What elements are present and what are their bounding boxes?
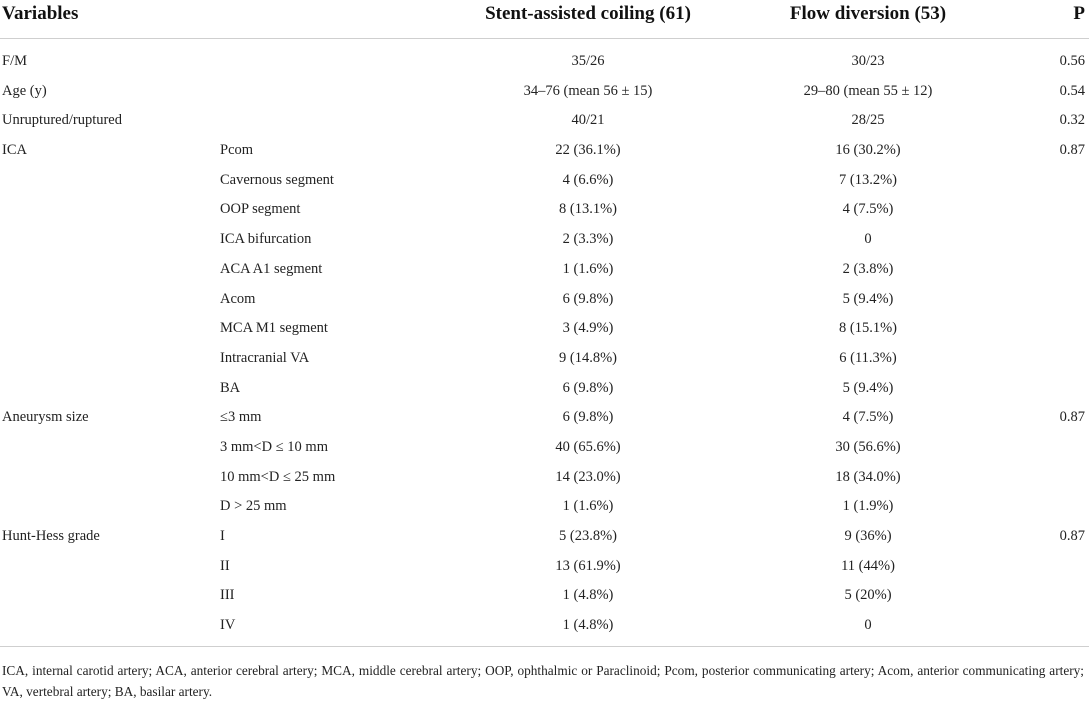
subcategory-cell: Acom [220, 290, 256, 307]
subcategory-cell: ACA A1 segment [220, 260, 323, 277]
subcategory-cell: IV [220, 617, 236, 634]
flow-diversion-cell: 4 (7.5%) [842, 201, 894, 218]
stent-coiling-cell: 1 (4.8%) [562, 587, 614, 604]
table-row [0, 524, 1089, 554]
table-row [0, 376, 1089, 406]
flow-diversion-cell: 9 (36%) [844, 528, 892, 544]
flow-diversion-cell: 30 (56.6%) [835, 438, 901, 455]
stent-coiling-cell: 1 (1.6%) [562, 260, 614, 277]
subcategory-cell: 3 mm<D ≤ 10 mm [220, 438, 328, 455]
table-row [0, 257, 1089, 287]
stent-coiling-cell: 6 (9.8%) [562, 290, 614, 307]
stent-coiling-cell: 34–76 (mean 56 ± 15) [523, 82, 653, 99]
table-row [0, 49, 1089, 79]
flow-diversion-cell: 16 (30.2%) [835, 142, 901, 159]
table-row [0, 138, 1089, 168]
variable-cell: F/M [2, 53, 27, 69]
flow-diversion-cell: 30/23 [851, 53, 885, 69]
table-body [0, 49, 1089, 643]
flow-diversion-cell: 29–80 (mean 55 ± 12) [803, 82, 933, 99]
flow-diversion-cell: 4 (7.5%) [842, 409, 894, 426]
table-row [0, 494, 1089, 524]
p-value-cell: 0.32 [1059, 112, 1085, 129]
stent-coiling-cell: 22 (36.1%) [555, 142, 621, 159]
p-value-cell: 0.54 [1059, 82, 1085, 99]
flow-diversion-cell: 5 (20%) [844, 587, 892, 604]
stent-coiling-cell: 13 (61.9%) [555, 557, 621, 574]
table-row [0, 79, 1089, 109]
flow-diversion-cell: 8 (15.1%) [839, 320, 897, 337]
stent-coiling-cell: 40 (65.6%) [555, 438, 621, 455]
stent-coiling-cell: 1 (4.8%) [562, 617, 614, 634]
table-row [0, 227, 1089, 257]
subcategory-cell: OOP segment [220, 201, 301, 218]
table-row [0, 197, 1089, 227]
bottom-rule [0, 646, 1089, 647]
table-row [0, 405, 1089, 435]
header-p-value: P [1073, 3, 1085, 24]
variable-cell: Aneurysm size [2, 409, 89, 426]
subcategory-cell: Intracranial VA [220, 349, 310, 366]
table-row [0, 465, 1089, 495]
stent-coiling-cell: 9 (14.8%) [559, 349, 617, 366]
subcategory-cell: ≤3 mm [220, 409, 262, 426]
table-row [0, 108, 1089, 138]
variable-cell: Hunt-Hess grade [2, 528, 100, 544]
variable-cell: ICA [2, 142, 27, 159]
stent-coiling-cell: 8 (13.1%) [559, 201, 617, 218]
table-row [0, 287, 1089, 317]
subcategory-cell: Pcom [220, 142, 254, 159]
header-variables: Variables [2, 3, 79, 24]
table-row [0, 583, 1089, 613]
subcategory-cell: D > 25 mm [220, 498, 287, 515]
stent-coiling-cell: 35/26 [571, 53, 605, 69]
stent-coiling-cell: 6 (9.8%) [562, 379, 614, 396]
flow-diversion-cell: 0 [864, 231, 872, 248]
subcategory-cell: I [220, 528, 225, 544]
stent-coiling-cell: 5 (23.8%) [559, 528, 617, 544]
subcategory-cell: ICA bifurcation [220, 231, 312, 248]
flow-diversion-cell: 7 (13.2%) [839, 171, 897, 188]
table-row [0, 554, 1089, 584]
flow-diversion-cell: 6 (11.3%) [839, 349, 897, 366]
flow-diversion-cell: 18 (34.0%) [835, 468, 901, 485]
table-row [0, 613, 1089, 643]
p-value-cell: 0.87 [1059, 409, 1085, 426]
stent-coiling-cell: 40/21 [571, 112, 605, 129]
flow-diversion-cell: 5 (9.4%) [842, 290, 894, 307]
variable-cell: Age (y) [2, 82, 47, 99]
header-stent-assisted-coiling: Stent-assisted coiling (61) [485, 3, 691, 24]
stent-coiling-cell: 14 (23.0%) [555, 468, 621, 485]
subcategory-cell: III [220, 587, 235, 604]
stent-coiling-cell: 2 (3.3%) [562, 231, 614, 248]
subcategory-cell: 10 mm<D ≤ 25 mm [220, 468, 336, 485]
flow-diversion-cell: 28/25 [851, 112, 885, 129]
variable-cell: Unruptured/ruptured [2, 112, 122, 129]
subcategory-cell: MCA M1 segment [220, 320, 328, 337]
table-row [0, 168, 1089, 198]
flow-diversion-cell: 2 (3.8%) [842, 260, 894, 277]
subcategory-cell: BA [220, 379, 241, 396]
p-value-cell: 0.56 [1059, 53, 1085, 69]
stent-coiling-cell: 3 (4.9%) [562, 320, 614, 337]
header-flow-diversion: Flow diversion (53) [789, 3, 947, 24]
header-rule [0, 38, 1089, 39]
stent-coiling-cell: 4 (6.6%) [562, 171, 614, 188]
flow-diversion-cell: 0 [864, 617, 872, 634]
flow-diversion-cell: 11 (44%) [841, 557, 895, 574]
table-header [0, 0, 1089, 37]
flow-diversion-cell: 1 (1.9%) [842, 498, 894, 515]
p-value-cell: 0.87 [1059, 142, 1085, 159]
flow-diversion-cell: 5 (9.4%) [842, 379, 894, 396]
p-value-cell: 0.87 [1059, 528, 1085, 544]
stent-coiling-cell: 6 (9.8%) [562, 409, 614, 426]
table-footnote: ICA, internal carotid artery; ACA, anterior cerebral artery; MCA, middle cerebral artery; OOP, ophthalmic or Paraclinoid; Pcom, posterior communicating artery; Acom, anterior communicating artery; VA, vertebral artery; BA, basilar artery. [2, 663, 1084, 699]
subcategory-cell: Cavernous segment [220, 171, 334, 188]
stent-coiling-cell: 1 (1.6%) [562, 498, 614, 515]
table-row [0, 346, 1089, 376]
table-row [0, 316, 1089, 346]
subcategory-cell: II [220, 557, 230, 574]
table-row [0, 435, 1089, 465]
